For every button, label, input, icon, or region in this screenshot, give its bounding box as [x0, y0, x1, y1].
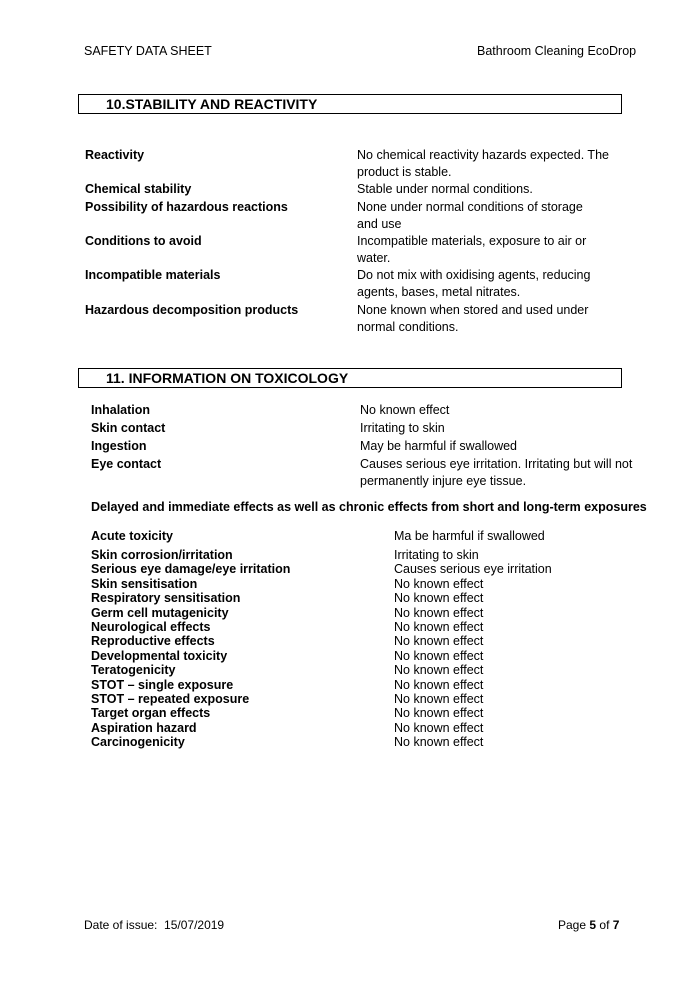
row-value: None known when stored and used under normal conditions.: [357, 303, 589, 334]
acute-toxicity-value: Ma be harmful if swallowed: [394, 529, 545, 543]
effect-label: STOT – repeated exposure: [91, 692, 250, 706]
effect-value: No known effect: [394, 735, 484, 749]
row-value: Do not mix with oxidising agents, reducing agents, bases, metal nitrates.: [357, 268, 591, 299]
section-10-title: 10.STABILITY AND REACTIVITY: [106, 96, 318, 112]
page-current: 5: [589, 918, 597, 932]
row-label: Hazardous decomposition products: [85, 303, 299, 317]
effect-value: Irritating to skin: [394, 548, 479, 562]
row-label: Eye contact: [91, 457, 162, 471]
row-value: May be harmful if swallowed: [360, 439, 518, 453]
effect-label: Neurological effects: [91, 620, 211, 634]
effect-value: No known effect: [394, 634, 484, 648]
row-label: Ingestion: [91, 439, 147, 453]
footer-page-number: [558, 918, 619, 932]
effect-label: Target organ effects: [91, 706, 211, 720]
page-word: Page: [558, 918, 587, 932]
row-label: Inhalation: [91, 403, 151, 417]
effect-label: Aspiration hazard: [91, 721, 197, 735]
row-label: Skin contact: [91, 421, 166, 435]
effect-value: No known effect: [394, 721, 484, 735]
row-label: Reactivity: [85, 148, 145, 162]
row-value: Stable under normal conditions.: [357, 182, 533, 196]
row-value: Causes serious eye irritation. Irritating but will not permanently injure eye tissue.: [360, 457, 633, 488]
page-of: of: [599, 918, 610, 932]
effect-value: No known effect: [394, 606, 484, 620]
row-label: Conditions to avoid: [85, 234, 202, 248]
effect-label: Carcinogenicity: [91, 735, 185, 749]
effect-label: Serious eye damage/eye irritation: [91, 562, 291, 576]
effect-label: Germ cell mutagenicity: [91, 606, 229, 620]
row-value: No known effect: [360, 403, 450, 417]
row-label: Chemical stability: [85, 182, 192, 196]
effect-label: Teratogenicity: [91, 663, 176, 677]
effect-label: Skin corrosion/irritation: [91, 548, 233, 562]
header-product-name: Bathroom Cleaning EcoDrop: [477, 44, 637, 58]
effect-value: Causes serious eye irritation: [394, 562, 552, 576]
acute-toxicity-label: Acute toxicity: [91, 529, 173, 543]
row-label: Incompatible materials: [85, 268, 221, 282]
page-total: 7: [612, 918, 620, 932]
effects-subheading: Delayed and immediate effects as well as chronic effects from short and long-term exposures: [91, 500, 647, 514]
effect-value: No known effect: [394, 620, 484, 634]
effect-label: Skin sensitisation: [91, 577, 198, 591]
row-value: No chemical reactivity hazards expected. The product is stable.: [357, 148, 609, 179]
row-value: None under normal conditions of storage and use: [357, 200, 583, 231]
effect-value: No known effect: [394, 649, 484, 663]
effect-label: Developmental toxicity: [91, 649, 228, 663]
effect-value: No known effect: [394, 678, 484, 692]
effect-value: No known effect: [394, 591, 484, 605]
effect-label: Reproductive effects: [91, 634, 215, 648]
effect-value: No known effect: [394, 663, 484, 677]
date-label: Date of issue:: [84, 918, 158, 932]
row-value: Irritating to skin: [360, 421, 445, 435]
date-value: 15/07/2019: [164, 918, 225, 932]
section-11-title: 11. INFORMATION ON TOXICOLOGY: [106, 370, 349, 386]
section-10-header: [78, 94, 622, 114]
effect-value: No known effect: [394, 692, 484, 706]
effect-label: STOT – single exposure: [91, 678, 234, 692]
header-doc-type: SAFETY DATA SHEET: [84, 44, 212, 58]
effect-value: No known effect: [394, 577, 484, 591]
section-11-header: [78, 368, 622, 388]
row-label: Possibility of hazardous reactions: [85, 200, 288, 214]
footer-date: [84, 918, 224, 932]
row-value: Incompatible materials, exposure to air or water.: [357, 234, 587, 265]
effect-label: Respiratory sensitisation: [91, 591, 241, 605]
effect-value: No known effect: [394, 706, 484, 720]
